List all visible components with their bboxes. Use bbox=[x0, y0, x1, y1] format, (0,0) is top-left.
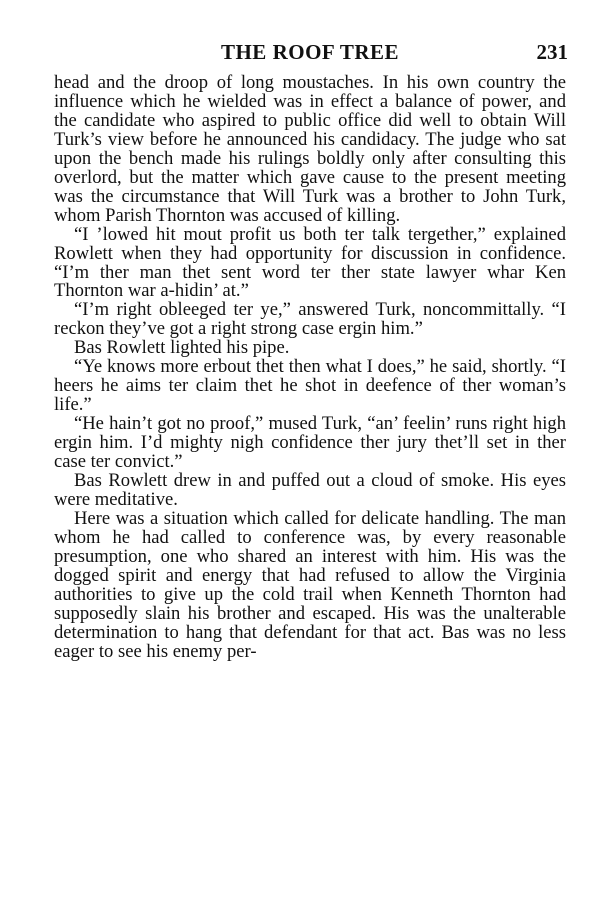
body-text bbox=[54, 74, 566, 662]
paragraph: “Ye knows more erbout thet then what I does,” he said, shortly. “I heers he aims ter claim thet he shot in deefence of ther woman’s life.” bbox=[54, 356, 566, 416]
page-number: 231 bbox=[536, 40, 568, 64]
book-page bbox=[54, 40, 566, 662]
paragraph: “He hain’t got no proof,” mused Turk, “an’ feelin’ runs right high ergin him. I’d mighty nigh confidence ther jury thet’ll set in ther case ter convict.” bbox=[54, 413, 566, 473]
paragraph: head and the droop of long moustaches. In his own country the influence which he wielded was in effect a balance of power, and the candidate who aspired to public office did well to obtain Will Turk’s view before he announced his candidacy. The judge who sat upon the bench made his rulings boldly only after consulting this overlord, but the matter which gave cause to the present meeting was the circumstance that Will Turk was a brother to John Turk, whom Parish Thornton was accused of killing. bbox=[54, 72, 566, 226]
page-header bbox=[54, 40, 566, 74]
running-title: THE ROOF TREE bbox=[220, 40, 400, 64]
paragraph: Here was a situation which called for delicate handling. The man whom he had called to conference was, by every reasonable presumption, one who shared an interest with him. His was the dogged spirit and energy that had refused to allow the Virginia authorities to give up the cold trail when Kenneth Thornton had supposedly slain his brother and escaped. His was the unalterable determination to hang that defendant for that act. Bas was no less eager to see his enemy per- bbox=[54, 507, 566, 662]
paragraph: Bas Rowlett drew in and puffed out a cloud of smoke. His eyes were meditative. bbox=[54, 470, 566, 510]
paragraph: “I ’lowed hit mout profit us both ter talk tergether,” explained Rowlett when they had opportunity for discussion in confidence. “I’m ther man thet sent word ter ther state lawyer whar Ken Thornton war a-hidin’ at.” bbox=[54, 223, 566, 302]
paragraph: Bas Rowlett lighted his pipe. bbox=[74, 337, 290, 359]
paragraph: “I’m right obleeged ter ye,” answered Turk, noncommittally. “I reckon they’ve got a right strong case ergin him.” bbox=[54, 299, 566, 340]
